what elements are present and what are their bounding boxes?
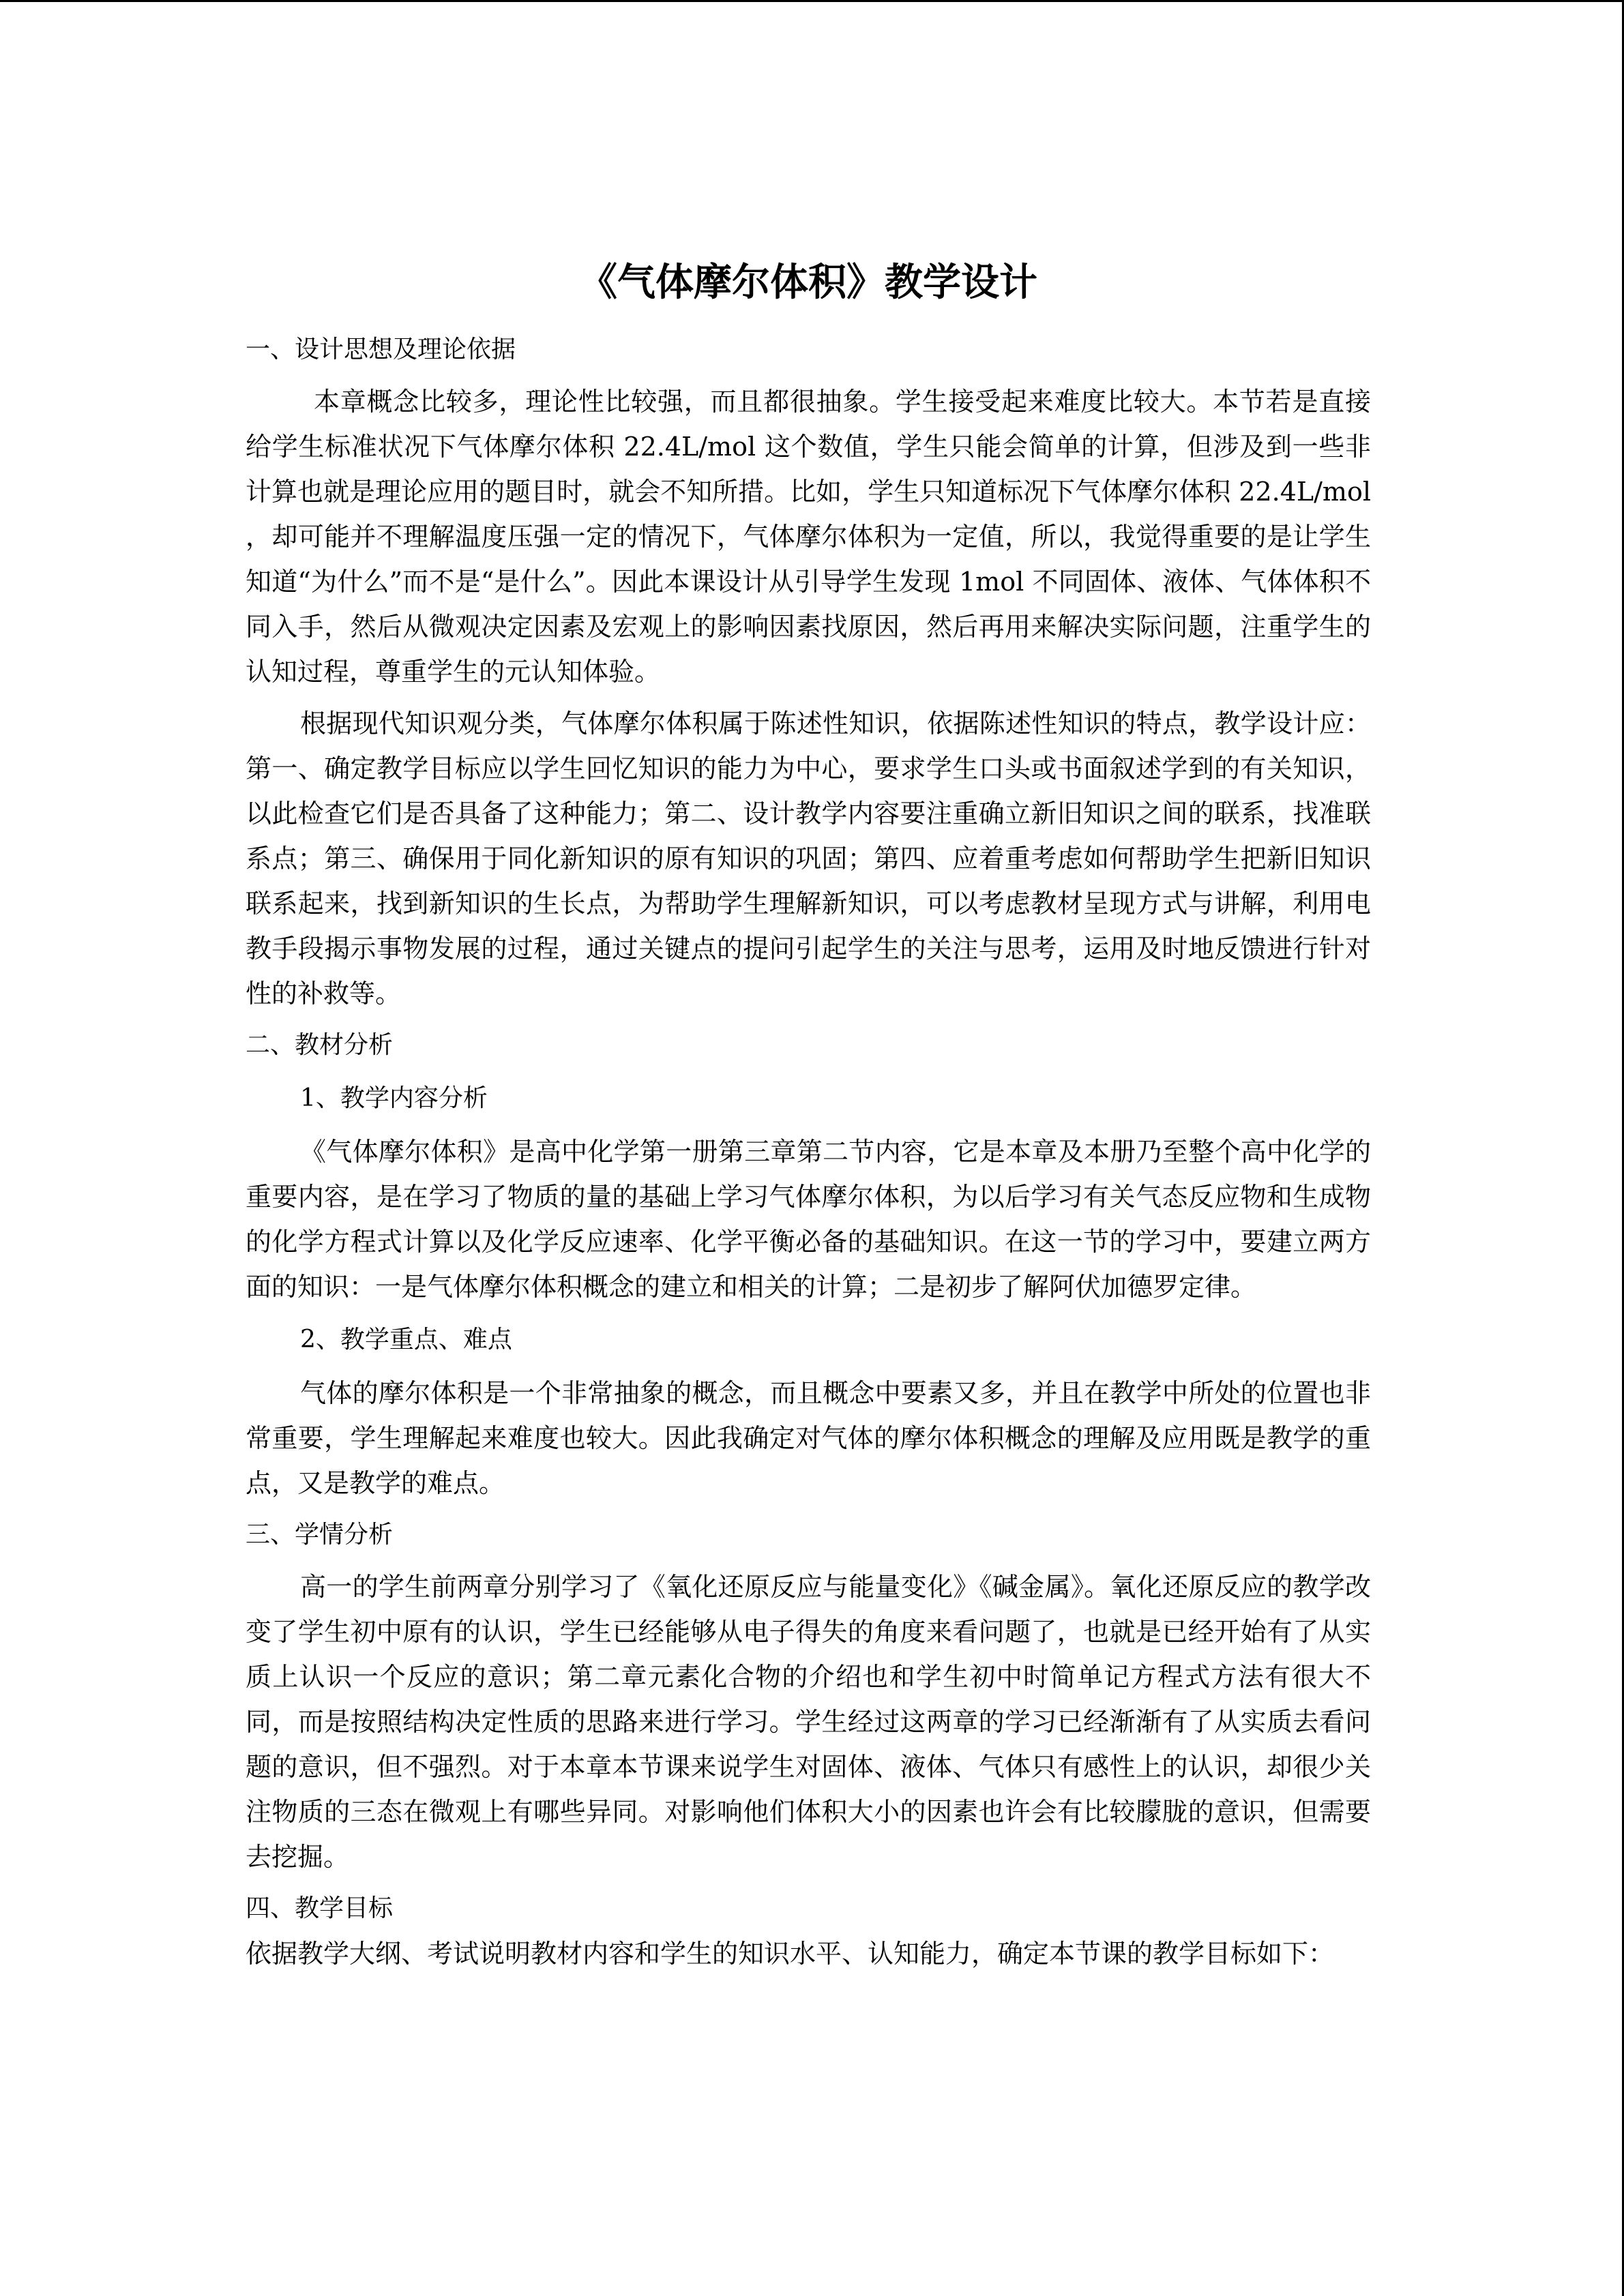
section-heading: 一、设计思想及理论依据 (246, 336, 516, 363)
paragraph: 本章概念比较多，理论性比较强，而且都很抽象。学生接受起来难度比较大。本节若是直接给学生标准状况下气体摩尔体积 22.4L/mol 这个数值，学生只能会简单的计算，但涉及到一些非计算也就是理论应用的题目时，就会不知所措。比如，学生只知道标况下气体摩尔体积 22.4L/mol ，却可能并不理解温度压强一定的情况下，气体摩尔体积为一定值，所以，我觉得重要的是让学生知道“为什么”而不是“是什么”。因此本课设计从引导学生发现 1mol 不同固体、液体、气体体积不同入手，然后从微观决定因素及宏观上的影响因素找原因，然后再用来解决实际问题，注重学生的认知过程，尊重学生的元认知体验。 (246, 387, 1371, 687)
paragraph: 根据现代知识观分类，气体摩尔体积属于陈述性知识，依据陈述性知识的特点，教学设计应：第一、确定教学目标应以学生回忆知识的能力为中心，要求学生口头或书面叙述学到的有关知识，以此检查它们是否具备了这种能力；第二、设计教学内容要注重确立新旧知识之间的联系，找准联系点；第三、确保用于同化新知识的原有知识的巩固；第四、应着重考虑如何帮助学生把新旧知识联系起来，找到新知识的生长点，为帮助学生理解新知识，可以考虑教材呈现方式与讲解，利用电教手段揭示事物发展的过程，通过关键点的提问引起学生的关注与思考，运用及时地反馈进行针对性的补救等。 (246, 709, 1371, 1009)
document-page (246, 245, 1371, 1976)
section-heading: 四、教学目标 (246, 1894, 394, 1922)
paragraph: 《气体摩尔体积》是高中化学第一册第三章第二节内容，它是本章及本册乃至整个高中化学的重要内容，是在学习了物质的量的基础上学习气体摩尔体积，为以后学习有关气态反应物和生成物的化学方程式计算以及化学反应速率、化学平衡必备的基础知识。在这一节的学习中，要建立两方面的知识：一是气体摩尔体积概念的建立和相关的计算；二是初步了解阿伏加德罗定律。 (246, 1137, 1371, 1302)
section-textbook-analysis (246, 1023, 1371, 1506)
subsection-heading: 1、教学内容分析 (300, 1084, 488, 1112)
paragraph: 气体的摩尔体积是一个非常抽象的概念，而且概念中要素又多，并且在教学中所处的位置也非常重要，学生理解起来难度也较大。因此我确定对气体的摩尔体积概念的理解及应用既是教学的重点，又是教学的难点。 (246, 1378, 1371, 1498)
paragraph: 高一的学生前两章分别学习了《氧化还原反应与能量变化》《碱金属》。氧化还原反应的教学改变了学生初中原有的认识，学生已经能够从电子得失的角度来看问题了，也就是已经开始有了从实质上认识一个反应的意识；第二章元素化合物的介绍也和学生初中时简单记方程式方法有很大不同，而是按照结构决定性质的思路来进行学习。学生经过这两章的学习已经渐渐有了从实质去看问题的意识，但不强烈。对于本章本节课来说学生对固体、液体、气体只有感性上的认识，却很少关注物质的三态在微观上有哪些异同。对影响他们体积大小的因素也许会有比较朦胧的意识，但需要去挖掘。 (246, 1572, 1371, 1872)
section-design-rationale (246, 327, 1371, 1016)
section-heading: 三、学情分析 (246, 1521, 394, 1549)
paragraph: 依据教学大纲、考试说明教材内容和学生的知识水平、认知能力，确定本节课的教学目标如下： (246, 1939, 1335, 1969)
document-title: 《气体摩尔体积》教学设计 (579, 260, 1037, 305)
subsection-heading: 2、教学重点、难点 (300, 1326, 512, 1354)
page-border-top (0, 0, 1624, 2)
section-teaching-objectives (246, 1886, 1371, 1976)
section-learner-analysis (246, 1512, 1371, 1879)
section-heading: 二、教材分析 (246, 1031, 394, 1059)
